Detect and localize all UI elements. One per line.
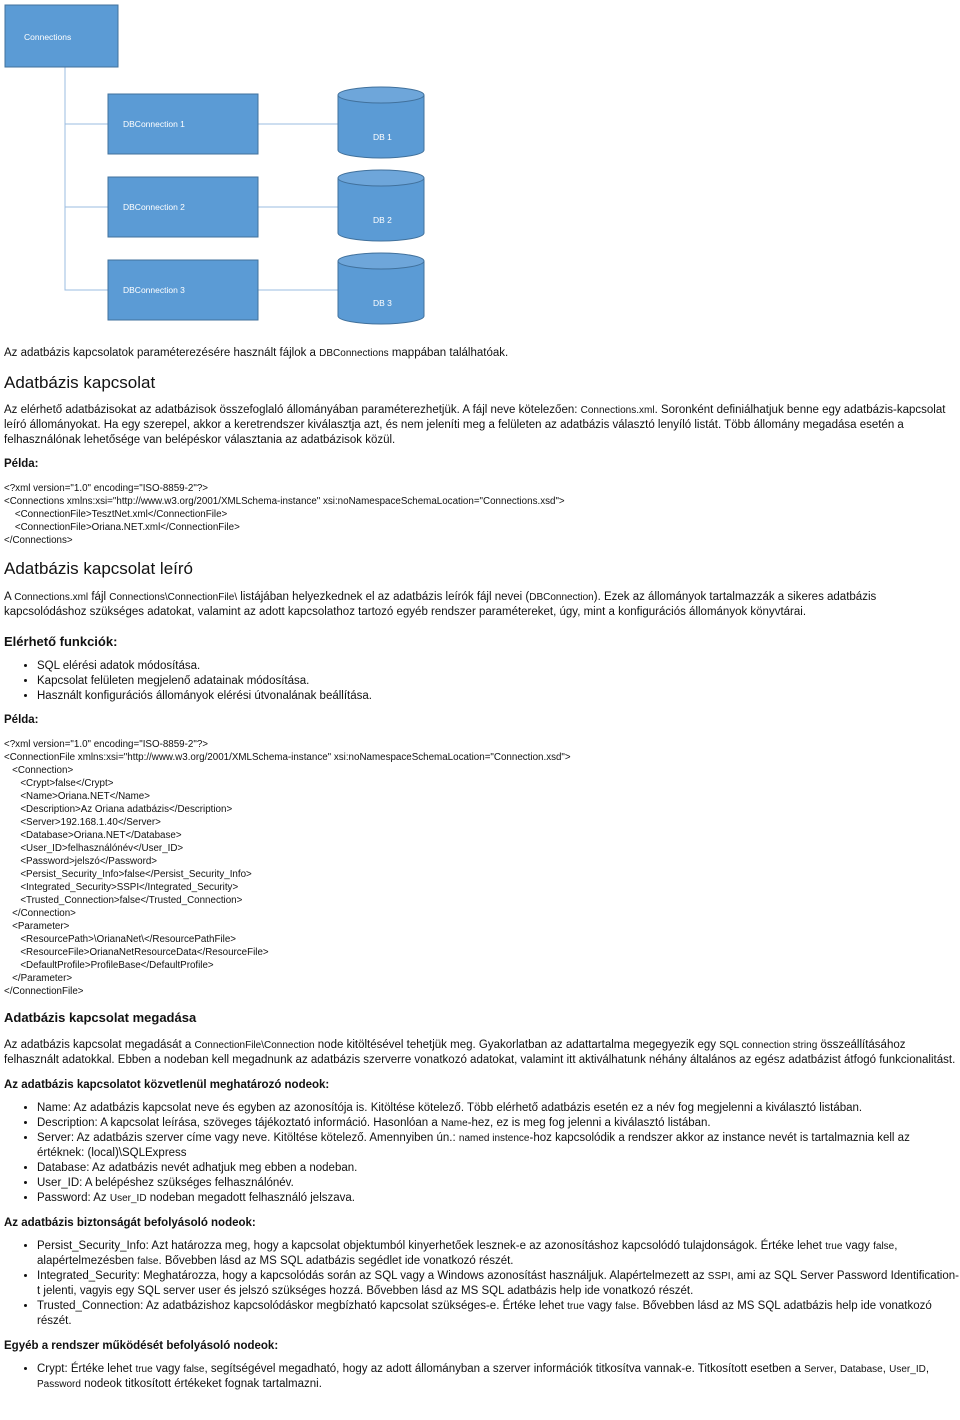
crypt-sep: , [882, 1363, 890, 1375]
section-title-descriptor: Adatbázis kapcsolat leíró [4, 559, 193, 578]
section2-file2: Connections\ConnectionFile\ [109, 592, 238, 603]
functions-title: Elérhető funkciók: [4, 634, 118, 649]
code-line: <Trusted_Connection>false</Trusted_Connection> [20, 895, 243, 906]
crypt-true: true [135, 1364, 153, 1375]
section3-paragraph [4, 1038, 960, 1068]
crypt-server: Server [804, 1364, 834, 1375]
connection-box-2-label: DBConnection 2 [123, 202, 185, 212]
server-text-b: -hoz kapcsolódik a rendszer akkor az instance nevét is tartalmaznia kell az értéknek: (local)\SQLExpress [37, 1132, 910, 1159]
code-line: <Connection> [12, 765, 74, 776]
list-item: • Kapcsolat felületen megjelenő adatainak módosítása. [37, 674, 960, 689]
database-cylinder-2 [338, 170, 424, 241]
tc-false: false [615, 1301, 637, 1312]
connection-box-3 [108, 260, 258, 320]
list-item: • SQL elérési adatok módosítása. [37, 659, 960, 674]
code-line: <Persist_Security_Info>false</Persist_Security_Info> [20, 869, 252, 880]
section1-paragraph [4, 403, 960, 448]
crypt-text-c: , segítségével megadható, hogy az adott állományban a szerver információk titkosítva vannak-e. Titkosított esetben a [204, 1363, 805, 1375]
connection-box-1-label: DBConnection 1 [123, 119, 185, 129]
section2-text-b: fájl [88, 591, 110, 603]
code-line: <Crypt>false</Crypt> [20, 778, 114, 789]
is-sspi: SSPI [707, 1271, 731, 1282]
psi-text-a: Persist_Security_Info: Azt határozza meg, hogy a kapcsolat objektumból kinyerhetőek lesznek-e az azonosításhoz kapcsolódó tulajdonságok. Értéke lehet [37, 1240, 826, 1252]
database-1-label: DB 1 [373, 132, 392, 142]
code-line: <ConnectionFile>TesztNet.xml</ConnectionFile> [14, 509, 228, 520]
psi-true: true [825, 1241, 843, 1252]
list-item: • User_ID: A belépéshez szükséges felhasználónév. [37, 1176, 960, 1191]
code-line: <?xml version="1.0" encoding="ISO-8859-2"?> [4, 739, 208, 750]
psi-text-d: . Bővebben lásd az MS SQL adatbázis segédlet ide vonatkozó részét. [158, 1255, 514, 1267]
example-label-2: Példa: [4, 714, 39, 726]
psi-false: false [873, 1241, 895, 1252]
security-nodes-list [4, 1239, 960, 1329]
server-code: named instence [458, 1133, 530, 1144]
system-nodes-title: Egyéb a rendszer működését befolyásoló nodeok: [4, 1340, 279, 1352]
code-line: </Connection> [12, 908, 76, 919]
section3-text-c: összeállításához felhasznált adatokkal. Ebben a nodeban kell megadnunk az adatbázis szerverre vonatkozó adatokat, valamint itt aktiválhatunk néhány általános az egész adatbázist átfogó funkcionalitást. [4, 1039, 956, 1066]
example-label-1: Példa: [4, 458, 39, 470]
crypt-sep: , [833, 1363, 840, 1375]
desc-text-a: Description: A kapcsolat leírása, szöveges tájékoztató információ. Hasonlóan a [37, 1117, 441, 1129]
connection-box-2 [108, 177, 258, 237]
intro-text: Az adatbázis kapcsolatok paraméterezésére használt fájlok a [4, 347, 320, 359]
section2-text-c: listájában helyezkednek el az adatbázis leírók fájl nevei ( [237, 591, 530, 603]
crypt-text-d: nodeok titkosított értékeket fognak tartalmazni. [80, 1378, 322, 1390]
list-item [37, 1116, 960, 1131]
database-cylinder-1 [338, 87, 424, 158]
code-line: <ConnectionFile>Oriana.NET.xml</ConnectionFile> [14, 522, 240, 533]
code-line: </Connections> [4, 535, 73, 546]
crypt-text-a: Crypt: Értéke lehet [37, 1363, 136, 1375]
psi-text-b: vagy [842, 1240, 874, 1252]
list-item [37, 1362, 960, 1392]
section3-sql: SQL connection string [719, 1040, 818, 1051]
pwd-text-b: nodeban megadott felhasználó jelszava. [146, 1192, 355, 1204]
tc-text-c: . Bővebben lásd az MS SQL adatbázis help ide vonatkozó részét. [37, 1300, 932, 1327]
crypt-userid: User_ID [889, 1364, 926, 1375]
section3-text-b: node kitöltésével tehetjük meg. Gyakorlatban az adattartalma megegyezik egy [314, 1039, 720, 1051]
section2-text-a: A [4, 591, 15, 603]
code-line: <Connections xmlns:xsi="http://www.w3.org/2001/XMLSchema-instance" xsi:noNamespaceSchemaLocation="Connections.xsd"> [4, 496, 565, 507]
code-line: <Parameter> [12, 921, 70, 932]
tc-text-a: Trusted_Connection: Az adatbázishoz kapcsolódáskor megbízható kapcsolat szükséges-e. Értéke lehet [37, 1300, 568, 1312]
code-line: <ResourceFile>OrianaNetResourceData</ResourceFile> [20, 947, 269, 958]
root-box-label: Connections [24, 32, 72, 42]
code-block-connections [4, 482, 960, 547]
database-2-label: DB 2 [373, 215, 392, 225]
list-item [37, 1299, 960, 1329]
psi-false-default: false [137, 1256, 159, 1267]
functions-list [4, 659, 960, 704]
section2-file1: Connections.xml [14, 592, 89, 603]
crypt-password: Password [37, 1379, 81, 1390]
psi-text-c: , alapértelmezésben [37, 1240, 898, 1267]
pwd-code: User_ID [109, 1193, 147, 1204]
document-body [4, 346, 960, 1392]
is-text-b: , ami az SQL Server Password Identification-t jelenti, vagyis egy SQL server user és jelszó szükséges hozzá. Bővebben lásd az MS SQL adatbázis help ide vonatkozó részét. [37, 1270, 959, 1297]
code-line: <ConnectionFile xmlns:xsi="http://www.w3.org/2001/XMLSchema-instance" xsi:noNamespaceSchemaLocation="Connection.xsd"> [4, 752, 571, 763]
code-line: <Database>Oriana.NET</Database> [20, 830, 182, 841]
section3-text-a: Az adatbázis kapcsolat megadását a [4, 1039, 195, 1051]
section2-text-d: ). Ezek az állományok tartalmazzák a sikeres adatbázis kapcsolódáshoz szükséges adatokat, valamint az adott kapcsolathoz tartozó egyéb rendszer paramétereket, úgy, mint a konfigurációs állományok könyvtárai. [4, 591, 877, 618]
direct-nodes-list [4, 1101, 960, 1206]
connection-box-1 [108, 94, 258, 154]
crypt-database: Database [839, 1364, 883, 1375]
intro-text-end: mappában találhatóak. [388, 347, 509, 359]
connections-diagram [0, 0, 440, 330]
crypt-sep: , [925, 1363, 930, 1375]
code-line: </Parameter> [12, 973, 73, 984]
intro-folder: DBConnections [319, 348, 389, 359]
section3-node: ConnectionFile\Connection [194, 1040, 315, 1051]
list-item [37, 1131, 960, 1161]
code-line: <DefaultProfile>ProfileBase</DefaultProfile> [20, 960, 214, 971]
code-line: <Server>192.168.1.40</Server> [20, 817, 161, 828]
tc-true: true [567, 1301, 585, 1312]
security-nodes-title: Az adatbázis biztonságát befolyásoló nodeok: [4, 1217, 256, 1229]
intro-paragraph [4, 346, 960, 361]
code-line: <User_ID>felhasználónév</User_ID> [20, 843, 184, 854]
code-line: <Name>Oriana.NET</Name> [20, 791, 150, 802]
code-line: </ConnectionFile> [4, 986, 84, 997]
code-line: <?xml version="1.0" encoding="ISO-8859-2"?> [4, 483, 208, 494]
direct-nodes-title: Az adatbázis kapcsolatot közvetlenül meghatározó nodeok: [4, 1079, 330, 1091]
diagram-connectors [30, 52, 338, 290]
code-line: <Password>jelszó</Password> [20, 856, 158, 867]
code-line: <ResourcePath>\OrianaNet\</ResourcePathFile> [20, 934, 236, 945]
list-item: • Name: Az adatbázis kapcsolat neve és egyben az azonosítója is. Kitöltése kötelező. Több elérhető adatbázis esetén ez a név fog megjelenni a kiválasztó listában. [37, 1101, 960, 1116]
crypt-text-b: vagy [152, 1363, 184, 1375]
tc-text-b: vagy [584, 1300, 616, 1312]
system-nodes-list [4, 1362, 960, 1392]
section2-file3: DBConnection [529, 592, 594, 603]
is-text-a: Integrated_Security: Meghatározza, hogy a kapcsolódás során az SQL vagy a Windows azonosítást használjuk. Alapértelmezett az [37, 1270, 708, 1282]
section1-text-end: . Soronként definiálhatjuk benne egy adatbázis-kapcsolat leíró állományokat. Ha egy szerepel, akkor a keretrendszer kiválasztja azt, és nem jeleníti meg a felületen az adatbázis választó lenyíló listát. Több állomány megadása esetén a felhasználónak lehetősége van belépéskor választania az adatbázisok közül. [4, 404, 946, 446]
section-title-connection: Adatbázis kapcsolat [4, 373, 156, 392]
section1-file: Connections.xml [580, 405, 655, 416]
code-line: <Integrated_Security>SSPI</Integrated_Security> [20, 882, 239, 893]
code-line: <Description>Az Oriana adatbázis</Description> [20, 804, 233, 815]
list-item: • Használt konfigurációs állományok elérési útvonalának beállítása. [37, 689, 960, 704]
list-item [37, 1269, 960, 1299]
code-block-connectionfile [4, 738, 960, 998]
desc-text-b: -hez, ez is meg fog jelenni a kiválasztó listában. [467, 1117, 711, 1129]
desc-code: Name [441, 1118, 468, 1129]
list-item [37, 1239, 960, 1269]
list-item: • Database: Az adatbázis nevét adhatjuk meg ebben a nodeban. [37, 1161, 960, 1176]
pwd-text-a: Password: Az [37, 1192, 110, 1204]
crypt-false: false [183, 1364, 205, 1375]
root-box [5, 5, 118, 67]
section1-text: Az elérhető adatbázisokat az adatbázisok összefoglaló állományában paraméterezhetjük. A fájl neve kötelezően: [4, 404, 581, 416]
connection-box-3-label: DBConnection 3 [123, 285, 185, 295]
section-title-setup: Adatbázis kapcsolat megadása [4, 1010, 197, 1025]
server-text-a: Server: Az adatbázis szerver címe vagy neve. Kitöltése kötelező. Amennyiben ún.: [37, 1132, 459, 1144]
section2-paragraph [4, 590, 960, 620]
database-cylinder-3 [338, 253, 424, 324]
list-item [37, 1191, 960, 1206]
database-3-label: DB 3 [373, 298, 392, 308]
